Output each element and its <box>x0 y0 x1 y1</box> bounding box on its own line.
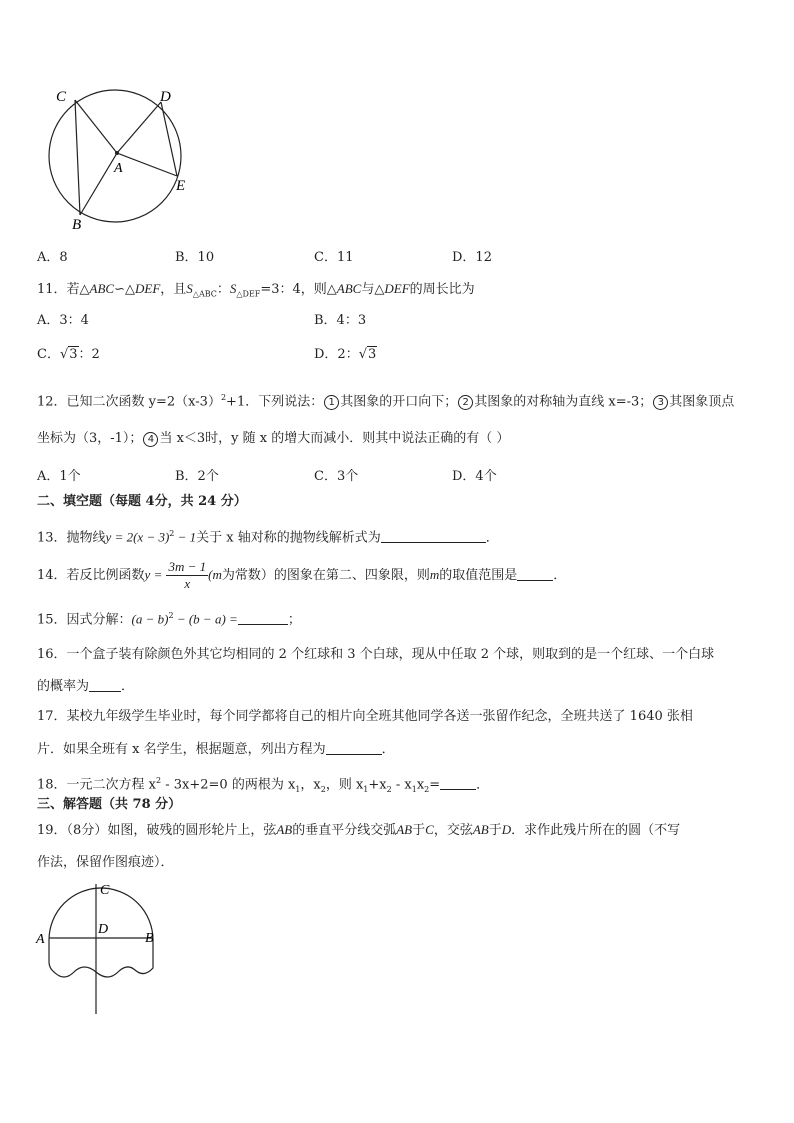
q18-stem <box>37 772 489 799</box>
q17-stem-line1: 17．某校九年级学生毕业时，每个同学都将自己的相片向全班其他同学各送一张留作纪念，全班共送了 1640 张相 <box>37 709 693 724</box>
label-c: C <box>100 883 110 898</box>
q13-answer-blank[interactable] <box>381 528 486 543</box>
section-heading-solutions: 三、解答题（共 78 分） <box>37 797 182 812</box>
segment-d-a-e <box>117 102 177 176</box>
q11-text: 若△ <box>66 282 90 297</box>
q12-statement-2: 其图象的对称轴为直线 x=-3； <box>474 394 653 410</box>
q14-var-m: m <box>429 567 440 582</box>
q12-option-c[interactable]: C．3个 <box>314 469 359 484</box>
q18-text: - x <box>391 777 412 793</box>
circled-number-3: 3 <box>653 395 668 410</box>
q14-text: 为常数）的图象在第二、四象限，则 <box>221 568 430 583</box>
q18-text: - 3x+2=0 的两根为 x <box>161 777 296 793</box>
q11-text: ，且 <box>160 282 187 297</box>
q11-option-a[interactable]: A．3：4 <box>37 313 89 328</box>
center-point-a <box>115 151 119 155</box>
q12-statement-4: 当 x＜3时，y 随 x 的增大而减小．则其中说法正确的有（ ） <box>159 431 510 446</box>
q12-statement-3: 其图象顶点 <box>669 394 735 410</box>
q15-exponent: 2 <box>168 611 174 620</box>
q17-stem-line2 <box>37 740 395 759</box>
q12-text: 坐标为（3，-1）； <box>37 431 143 446</box>
q14-period: ． <box>553 568 567 583</box>
q14-answer-blank[interactable] <box>517 566 553 581</box>
q11-var-def: DEF <box>135 281 161 296</box>
q18-period: ． <box>476 777 490 793</box>
sqrt-symbol: √ <box>59 347 69 362</box>
sqrt-symbol: √ <box>358 347 367 362</box>
q14-stem <box>37 558 566 593</box>
q11-number: 11． <box>37 282 67 297</box>
broken-wheel-figure <box>34 880 164 1020</box>
q11-sub-def: △DEF <box>236 289 261 299</box>
q11-var-abc: ABC <box>89 281 115 296</box>
q18-subscript: 2 <box>424 784 430 794</box>
q11-var-def: DEF <box>384 281 410 296</box>
q19-stem-line2: 作法，保留作图痕迹）． <box>37 855 174 870</box>
label-a: A <box>36 932 45 947</box>
q10-option-a[interactable]: A．8 <box>37 250 68 265</box>
q11-option-c-rest: ：2 <box>78 347 100 362</box>
q18-subscript: 1 <box>411 784 417 794</box>
q11-text: 的周长比为 <box>409 282 475 297</box>
q10-option-c[interactable]: C．11 <box>314 250 354 265</box>
q10-option-d[interactable]: D．12 <box>452 250 492 265</box>
q12-text: +1．下列说法： <box>226 394 324 410</box>
q11-colon: ： <box>216 282 230 297</box>
q19-var-ab: AB <box>472 822 489 837</box>
q15-expression: − (b − a) = <box>173 611 238 627</box>
q14-numerator: 3m − 1 <box>168 559 207 574</box>
q11-sub-abc: △ABC <box>192 289 217 299</box>
q13-stem <box>37 525 499 547</box>
q18-subscript: 2 <box>320 784 326 794</box>
q13-text: 关于 x 轴对称的抛物线解析式为 <box>196 530 381 546</box>
q18-text: x <box>416 777 425 793</box>
circled-number-2: 2 <box>458 395 473 410</box>
q11-option-c-radicand: 3 <box>69 347 78 362</box>
q19-text: ．求作此残片所在的圆（不写 <box>511 823 681 838</box>
q17-period: ． <box>381 742 395 757</box>
q12-text: 12．已知二次函数 y=2（x-3） <box>37 394 221 410</box>
q13-text: 13．抛物线 <box>37 530 106 546</box>
q15-semicolon: ； <box>287 612 301 628</box>
segment-c-b <box>75 100 80 215</box>
q12-stem-line1 <box>37 389 734 411</box>
q14-text: 14．若反比例函数 <box>37 568 145 583</box>
label-c: C <box>56 89 67 105</box>
q16-answer-blank[interactable] <box>89 677 121 692</box>
q12-option-b[interactable]: B．2个 <box>175 469 219 484</box>
q16-stem-line1: 16．一个盒子装有除颜色外其它均相同的 2 个红球和 3 个白球，现从中任取 2 个球，则取到的是一个红球、一个白球 <box>37 647 715 662</box>
circled-number-4: 4 <box>143 432 158 447</box>
q14-denominator: x <box>184 576 191 591</box>
q11-text: 与△ <box>361 282 385 297</box>
q16-text: 的概率为 <box>37 679 90 694</box>
q11-area-s: S <box>186 281 193 296</box>
q17-answer-blank[interactable] <box>326 740 382 755</box>
q13-expression: y = 2(x − 3) <box>105 529 170 545</box>
circle-figure-top <box>40 80 200 235</box>
q19-text: ，交弦 <box>433 823 473 838</box>
q19-stem-line1 <box>37 821 680 840</box>
q18-answer-blank[interactable] <box>440 775 476 790</box>
q15-stem <box>37 607 301 629</box>
q11-option-d-radicand: 3 <box>368 347 377 362</box>
q18-text: +x <box>368 777 387 793</box>
q18-text: ，则 x <box>325 777 364 793</box>
q11-option-c[interactable] <box>37 346 100 364</box>
q19-var-c: C <box>425 822 434 837</box>
q12-exponent: 2 <box>220 393 227 402</box>
q19-text: 于 <box>412 823 426 838</box>
q18-subscript: 1 <box>363 784 369 794</box>
q19-var-d: D <box>501 822 512 837</box>
q13-exponent: 2 <box>169 529 175 538</box>
q11-area-s: S <box>229 281 237 296</box>
q11-option-b[interactable]: B．4：3 <box>314 313 367 328</box>
q11-stem <box>37 280 475 304</box>
label-e: E <box>176 178 186 194</box>
q18-equals: = <box>429 777 441 793</box>
q19-text: 于 <box>488 823 502 838</box>
q11-option-d[interactable] <box>314 346 377 364</box>
label-d: D <box>98 922 109 937</box>
q17-text: 片．如果全班有 x 名学生，根据题意，列出方程为 <box>37 742 326 757</box>
q12-option-d[interactable]: D．4个 <box>452 469 497 484</box>
q12-statement-1: 其图象的开口向下； <box>340 394 458 410</box>
q11-option-d-label: D．2： <box>314 347 359 362</box>
q16-stem-line2 <box>37 677 134 696</box>
q19-text: 19．（8分）如图，破残的圆形轮片上，弦 <box>37 823 277 838</box>
q14-text: 的取值范围是 <box>439 568 518 583</box>
q15-text: 15．因式分解： <box>37 612 132 628</box>
q14-fraction <box>166 559 208 592</box>
circled-number-1: 1 <box>324 395 339 410</box>
label-b: B <box>72 217 82 233</box>
label-a: A <box>114 161 123 176</box>
q18-subscript: 1 <box>295 784 301 794</box>
segment-c-a-b <box>75 100 117 215</box>
q11-var-abc: ABC <box>336 281 362 296</box>
q11-option-c-label: C． <box>37 347 60 362</box>
q12-option-a[interactable]: A．1个 <box>37 469 81 484</box>
q11-ratio: =3：4，则△ <box>260 282 337 297</box>
q19-var-ab: AB <box>396 822 413 837</box>
q13-period: ． <box>485 530 499 546</box>
q14-paren-m: (m <box>208 567 222 582</box>
q16-period: ． <box>121 679 135 694</box>
q18-exponent: 2 <box>156 776 162 785</box>
q18-text: ，x <box>300 777 321 793</box>
q14-y-equals: y = <box>144 567 163 582</box>
q18-subscript: 2 <box>386 784 392 794</box>
q19-text: 的垂直平分线交弧 <box>292 823 397 838</box>
q13-expression: − 1 <box>174 529 197 545</box>
q15-expression: (a − b) <box>131 611 169 627</box>
q15-answer-blank[interactable] <box>238 610 288 625</box>
q12-stem-line2 <box>37 430 509 448</box>
label-b: B <box>145 931 154 946</box>
q19-var-ab: AB <box>276 822 293 837</box>
label-d: D <box>160 89 171 105</box>
q10-option-b[interactable]: B．10 <box>175 250 215 265</box>
q11-similar-sign: ∽△ <box>114 282 135 297</box>
q18-text: 18．一元二次方程 x <box>37 777 157 793</box>
section-heading-fill-in: 二、填空题（每题 4分，共 24 分） <box>37 494 247 509</box>
segment-d-e <box>161 102 177 176</box>
